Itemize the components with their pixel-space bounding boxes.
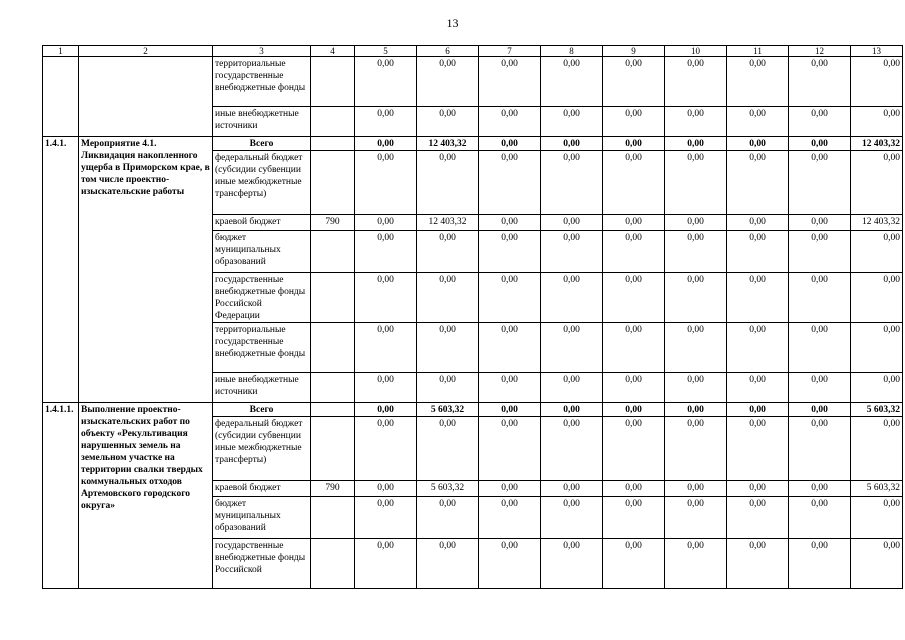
amount-cell: 0,00 [603, 323, 665, 373]
amount-cell: 0,00 [355, 481, 417, 497]
amount-cell: 0,00 [727, 403, 789, 417]
activity-name: Выполнение проектно-изыскательских работ по объекту «Рекультивация нарушенных земель на земельном участке на территории свалки твердых коммунальных отходов Артемовского городского округа» [79, 403, 213, 589]
column-number: 11 [727, 46, 789, 57]
amount-cell: 0,00 [541, 323, 603, 373]
amount-cell: 0,00 [479, 151, 541, 215]
column-number: 2 [79, 46, 213, 57]
amount-cell: 0,00 [665, 215, 727, 231]
budget-code [311, 57, 355, 107]
amount-cell: 5 603,32 [851, 481, 903, 497]
column-number: 8 [541, 46, 603, 57]
amount-cell: 0,00 [789, 151, 851, 215]
amount-cell: 0,00 [355, 151, 417, 215]
amount-cell: 5 603,32 [417, 481, 479, 497]
amount-cell: 0,00 [603, 373, 665, 403]
column-number: 10 [665, 46, 727, 57]
amount-cell: 0,00 [851, 417, 903, 481]
amount-cell: 0,00 [541, 151, 603, 215]
amount-cell: 0,00 [603, 539, 665, 589]
amount-cell: 0,00 [355, 137, 417, 151]
page-number: 13 [446, 16, 459, 30]
amount-cell: 0,00 [665, 107, 727, 137]
amount-cell: 0,00 [727, 137, 789, 151]
amount-cell: 0,00 [851, 539, 903, 589]
amount-cell: 0,00 [789, 497, 851, 539]
amount-cell: 0,00 [355, 539, 417, 589]
amount-cell: 0,00 [417, 231, 479, 273]
funding-source: иные внебюджетные источники [213, 107, 311, 137]
amount-cell: 0,00 [479, 107, 541, 137]
amount-cell: 12 403,32 [417, 137, 479, 151]
amount-cell: 0,00 [789, 481, 851, 497]
amount-cell: 0,00 [665, 417, 727, 481]
amount-cell: 0,00 [789, 373, 851, 403]
budget-code [311, 497, 355, 539]
budget-code [311, 323, 355, 373]
amount-cell: 0,00 [541, 373, 603, 403]
amount-cell: 0,00 [727, 417, 789, 481]
column-number: 3 [213, 46, 311, 57]
amount-cell: 0,00 [541, 137, 603, 151]
table-row [43, 137, 903, 151]
table-header [43, 46, 903, 57]
amount-cell: 0,00 [417, 323, 479, 373]
budget-code [311, 231, 355, 273]
amount-cell: 0,00 [727, 57, 789, 107]
amount-cell: 0,00 [417, 151, 479, 215]
budget-code [311, 151, 355, 215]
funding-source: государственные внебюджетные фонды Российской Федерации [213, 273, 311, 323]
amount-cell: 0,00 [665, 497, 727, 539]
amount-cell: 0,00 [727, 215, 789, 231]
amount-cell: 0,00 [727, 273, 789, 323]
amount-cell: 0,00 [665, 481, 727, 497]
funding-source: краевой бюджет [213, 215, 311, 231]
amount-cell: 0,00 [417, 373, 479, 403]
amount-cell: 0,00 [727, 231, 789, 273]
column-number: 1 [43, 46, 79, 57]
amount-cell: 0,00 [851, 273, 903, 323]
amount-cell: 0,00 [851, 373, 903, 403]
table-body [43, 57, 903, 589]
amount-cell: 0,00 [355, 107, 417, 137]
amount-cell: 0,00 [541, 417, 603, 481]
amount-cell: 0,00 [417, 107, 479, 137]
amount-cell: 0,00 [727, 539, 789, 589]
amount-cell: 0,00 [479, 273, 541, 323]
column-number: 13 [851, 46, 903, 57]
table-row [43, 57, 903, 107]
funding-source: территориальные государственные внебюджетные фонды [213, 57, 311, 107]
budget-code [311, 539, 355, 589]
amount-cell: 0,00 [603, 273, 665, 323]
amount-cell: 0,00 [603, 497, 665, 539]
amount-cell: 0,00 [479, 497, 541, 539]
budget-code [311, 273, 355, 323]
amount-cell: 0,00 [355, 417, 417, 481]
funding-source: федеральный бюджет (субсидии субвенции иные межбюджетные трансферты) [213, 151, 311, 215]
funding-source: Всего [213, 137, 311, 151]
amount-cell: 0,00 [727, 151, 789, 215]
amount-cell: 0,00 [355, 273, 417, 323]
amount-cell: 0,00 [789, 417, 851, 481]
amount-cell: 0,00 [417, 57, 479, 107]
amount-cell: 0,00 [479, 417, 541, 481]
amount-cell: 5 603,32 [851, 403, 903, 417]
amount-cell: 0,00 [603, 417, 665, 481]
amount-cell: 12 403,32 [417, 215, 479, 231]
column-number: 7 [479, 46, 541, 57]
amount-cell: 0,00 [727, 497, 789, 539]
budget-code [311, 107, 355, 137]
budget-code: 790 [311, 481, 355, 497]
funding-source: государственные внебюджетные фонды Российской [213, 539, 311, 589]
budget-code: 790 [311, 215, 355, 231]
budget-code [311, 137, 355, 151]
amount-cell: 0,00 [665, 151, 727, 215]
amount-cell: 0,00 [603, 231, 665, 273]
budget-table [42, 45, 903, 589]
row-index [43, 57, 79, 137]
amount-cell: 0,00 [789, 231, 851, 273]
amount-cell: 0,00 [789, 403, 851, 417]
amount-cell: 0,00 [479, 539, 541, 589]
amount-cell: 0,00 [665, 323, 727, 373]
amount-cell: 0,00 [789, 137, 851, 151]
amount-cell: 0,00 [665, 231, 727, 273]
row-index: 1.4.1. [43, 137, 79, 403]
amount-cell: 0,00 [355, 231, 417, 273]
table-row [43, 403, 903, 417]
column-number: 6 [417, 46, 479, 57]
amount-cell: 0,00 [851, 57, 903, 107]
amount-cell: 0,00 [479, 215, 541, 231]
column-number: 5 [355, 46, 417, 57]
amount-cell: 0,00 [727, 323, 789, 373]
amount-cell: 12 403,32 [851, 137, 903, 151]
funding-source: федеральный бюджет (субсидии субвенции иные межбюджетные трансферты) [213, 417, 311, 481]
amount-cell: 0,00 [479, 57, 541, 107]
amount-cell: 0,00 [417, 273, 479, 323]
amount-cell: 0,00 [479, 403, 541, 417]
amount-cell: 0,00 [851, 323, 903, 373]
amount-cell: 0,00 [541, 481, 603, 497]
amount-cell: 0,00 [665, 137, 727, 151]
amount-cell: 0,00 [355, 497, 417, 539]
funding-source: бюджет муниципальных образований [213, 497, 311, 539]
amount-cell: 0,00 [417, 497, 479, 539]
amount-cell: 0,00 [789, 539, 851, 589]
amount-cell: 0,00 [789, 273, 851, 323]
amount-cell: 0,00 [541, 497, 603, 539]
amount-cell: 0,00 [665, 273, 727, 323]
column-number: 4 [311, 46, 355, 57]
amount-cell: 0,00 [789, 107, 851, 137]
amount-cell: 0,00 [603, 107, 665, 137]
amount-cell: 0,00 [789, 57, 851, 107]
funding-source: краевой бюджет [213, 481, 311, 497]
amount-cell: 0,00 [665, 373, 727, 403]
amount-cell: 5 603,32 [417, 403, 479, 417]
budget-code [311, 373, 355, 403]
funding-source: территориальные государственные внебюджетные фонды [213, 323, 311, 373]
budget-code [311, 417, 355, 481]
amount-cell: 0,00 [851, 107, 903, 137]
amount-cell: 0,00 [541, 539, 603, 589]
amount-cell: 0,00 [851, 151, 903, 215]
amount-cell: 0,00 [789, 215, 851, 231]
amount-cell: 0,00 [603, 137, 665, 151]
amount-cell: 0,00 [851, 497, 903, 539]
amount-cell: 0,00 [603, 215, 665, 231]
amount-cell: 0,00 [541, 231, 603, 273]
amount-cell: 0,00 [541, 57, 603, 107]
amount-cell: 0,00 [727, 107, 789, 137]
budget-code [311, 403, 355, 417]
amount-cell: 0,00 [665, 403, 727, 417]
amount-cell: 0,00 [417, 539, 479, 589]
amount-cell: 0,00 [665, 57, 727, 107]
amount-cell: 0,00 [355, 215, 417, 231]
amount-cell: 0,00 [727, 373, 789, 403]
amount-cell: 0,00 [355, 403, 417, 417]
amount-cell: 0,00 [603, 57, 665, 107]
funding-source: Всего [213, 403, 311, 417]
amount-cell: 0,00 [417, 417, 479, 481]
amount-cell: 0,00 [355, 323, 417, 373]
column-number: 12 [789, 46, 851, 57]
amount-cell: 0,00 [603, 403, 665, 417]
funding-source: бюджет муниципальных образований [213, 231, 311, 273]
amount-cell: 0,00 [603, 151, 665, 215]
amount-cell: 0,00 [665, 539, 727, 589]
column-number: 9 [603, 46, 665, 57]
amount-cell: 12 403,32 [851, 215, 903, 231]
amount-cell: 0,00 [603, 481, 665, 497]
activity-name [79, 57, 213, 137]
amount-cell: 0,00 [479, 137, 541, 151]
amount-cell: 0,00 [355, 373, 417, 403]
amount-cell: 0,00 [541, 403, 603, 417]
funding-source: иные внебюджетные источники [213, 373, 311, 403]
activity-name: Мероприятие 4.1. Ликвидация накопленного ущерба в Приморском крае, в том числе проектно-изыскательские работы [79, 137, 213, 403]
column-number-row [43, 46, 903, 57]
amount-cell: 0,00 [479, 373, 541, 403]
amount-cell: 0,00 [541, 215, 603, 231]
amount-cell: 0,00 [851, 231, 903, 273]
amount-cell: 0,00 [541, 107, 603, 137]
amount-cell: 0,00 [541, 273, 603, 323]
amount-cell: 0,00 [479, 481, 541, 497]
amount-cell: 0,00 [789, 323, 851, 373]
amount-cell: 0,00 [479, 231, 541, 273]
amount-cell: 0,00 [479, 323, 541, 373]
amount-cell: 0,00 [355, 57, 417, 107]
row-index: 1.4.1.1. [43, 403, 79, 589]
amount-cell: 0,00 [727, 481, 789, 497]
